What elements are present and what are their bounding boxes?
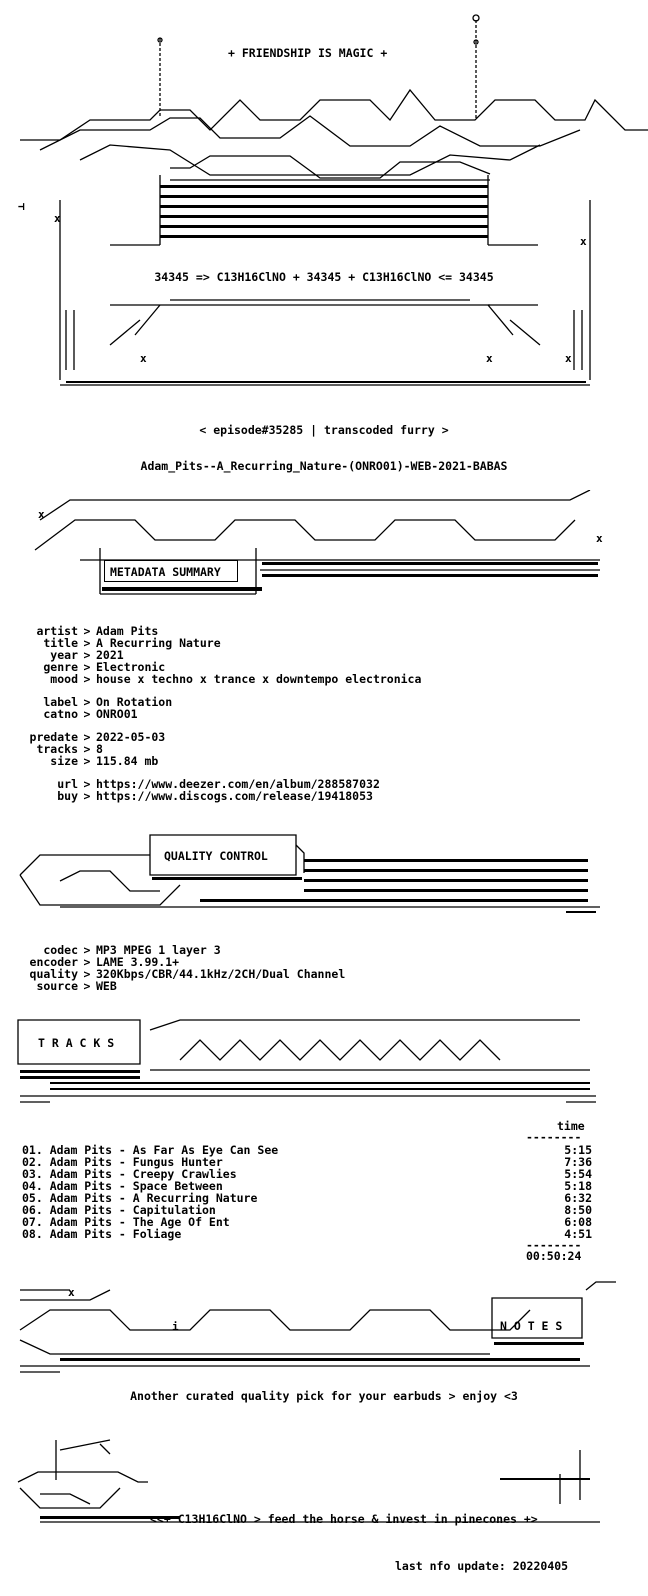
metadata-title: METADATA SUMMARY (110, 565, 221, 579)
total-rule: -------- (526, 1238, 582, 1252)
track-item[interactable]: 02. Adam Pits - Fungus Hunter 7:36 (22, 1155, 592, 1169)
last-update: last nfo update: 20220405 (395, 1559, 569, 1573)
svg-text:x: x (486, 352, 493, 365)
metadata-row: title > A Recurring Nature (43, 636, 221, 650)
release-name: Adam_Pits--A_Recurring_Nature-(ONRO01)-WEB-2021-BABAS (140, 459, 508, 473)
discogs-link[interactable]: https://www.discogs.com/release/19418053 (96, 789, 373, 803)
metadata-row: predate > 2022-05-03 (29, 730, 166, 744)
time-header-rule: -------- (526, 1130, 582, 1144)
track-item[interactable]: 06. Adam Pits - Capitulation 8:50 (22, 1203, 592, 1217)
total-time: 00:50:24 (526, 1249, 582, 1263)
quality-title: QUALITY CONTROL (164, 849, 268, 863)
footer-slogan: <<+ C13H16ClNO > feed the horse & invest in pinecones +> (150, 1512, 538, 1526)
castle-ascii-art (0, 0, 648, 400)
metadata-row: genre > Electronic (43, 660, 166, 674)
episode-line: < episode#35285 | transcoded furry > (199, 423, 449, 437)
track-item[interactable]: 03. Adam Pits - Creepy Crawlies 5:54 (22, 1167, 592, 1181)
metadata-row: tracks > 8 (36, 742, 103, 756)
tracks-title: T R A C K S (38, 1036, 115, 1050)
track-item[interactable]: 07. Adam Pits - The Age Of Ent 6:08 (22, 1215, 592, 1229)
track-item[interactable]: 08. Adam Pits - Foliage 4:51 (22, 1227, 592, 1241)
tracks-ascii-art (0, 1010, 648, 1133)
quality-row: encoder > LAME 3.99.1+ (29, 955, 180, 969)
metadata-row: size > 115.84 mb (50, 754, 159, 768)
svg-text:x: x (68, 1286, 75, 1299)
banner-text: + FRIENDSHIP IS MAGIC + (228, 46, 388, 60)
metadata-row: mood > house x techno x trance x downtempo electronica (50, 672, 422, 686)
quality-row: codec > MP3 MPEG 1 layer 3 (43, 943, 221, 957)
quality-row: quality > 320Kbps/CBR/44.1kHz/2CH/Dual Channel (29, 967, 346, 981)
svg-text:x: x (580, 235, 587, 248)
track-item[interactable]: 05. Adam Pits - A Recurring Nature 6:32 (22, 1191, 592, 1205)
svg-text:x: x (38, 508, 45, 521)
formula-text: 34345 => C13H16ClNO + 34345 + C13H16ClNO <= 34345 (154, 270, 494, 284)
svg-text:x: x (565, 352, 572, 365)
time-header: time (557, 1119, 585, 1133)
svg-text:x: x (596, 532, 603, 545)
quality-ascii-art (0, 825, 648, 925)
metadata-row: year > 2021 (50, 648, 124, 662)
track-item[interactable]: 04. Adam Pits - Space Between 5:18 (22, 1179, 592, 1193)
metadata-row: url > https://www.deezer.com/en/album/288587032 (57, 777, 380, 791)
metadata-row: artist > Adam Pits (36, 624, 159, 638)
track-item[interactable]: 01. Adam Pits - As Far As Eye Can See 5:15 (22, 1143, 592, 1157)
metadata-row: catno > ONRO01 (43, 707, 138, 721)
svg-text:i: i (172, 1320, 179, 1333)
metadata-row: label > On Rotation (43, 695, 173, 709)
svg-text:x: x (140, 352, 147, 365)
metadata-row: buy > https://www.discogs.com/release/19418053 (57, 789, 373, 803)
svg-text:x: x (54, 212, 61, 225)
metadata-ascii-art (0, 490, 648, 600)
notes-text: Another curated quality pick for your earbuds > enjoy <3 (130, 1389, 518, 1403)
svg-text:⊣: ⊣ (18, 200, 25, 213)
quality-row: source > WEB (36, 979, 117, 993)
deezer-link[interactable]: https://www.deezer.com/en/album/288587032 (96, 777, 380, 791)
notes-title: N O T E S (500, 1319, 563, 1333)
